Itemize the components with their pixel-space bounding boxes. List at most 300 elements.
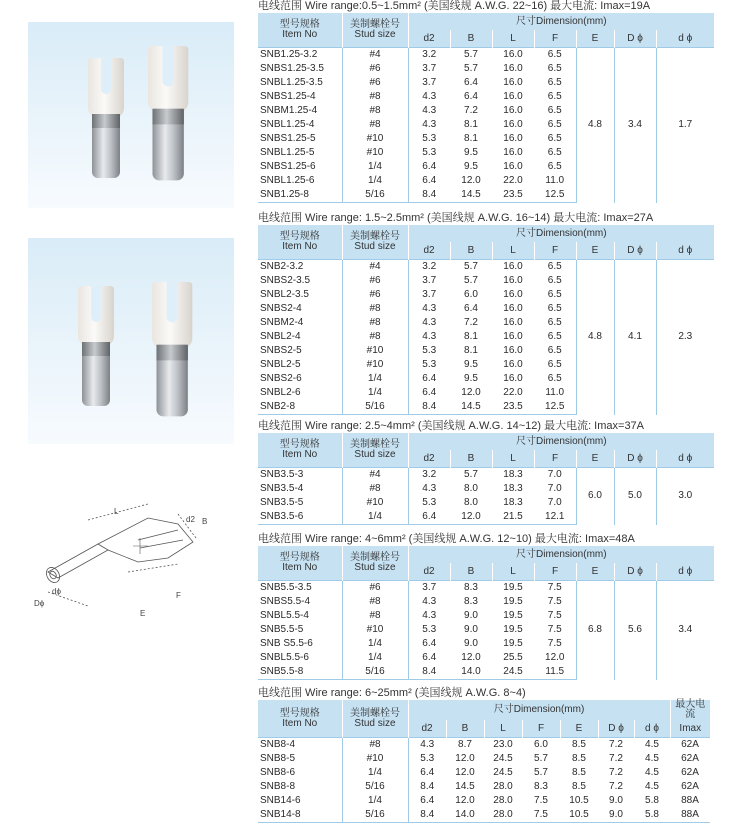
header-l: L: [492, 30, 534, 48]
cell-value: 4.3: [408, 738, 446, 753]
cell-value: 6.4: [408, 174, 450, 188]
header-dimension: 尺寸Dimension(mm): [408, 13, 714, 30]
header-e: E: [576, 30, 614, 48]
header-dimension: 尺寸Dimension(mm): [408, 546, 714, 563]
header-model-cn: 型号规格: [279, 439, 320, 450]
cell-value: 12.0: [461, 175, 481, 186]
header-stud-cn: 美制螺栓号: [350, 707, 400, 719]
stud-size: 5/16: [342, 780, 408, 794]
label-dphi: dϕ: [52, 587, 61, 596]
cell-value: 24.5: [493, 767, 513, 778]
item-no: SNBL5.5-6: [260, 652, 309, 663]
cell-value: 11.0: [545, 387, 565, 398]
header-d2: d2: [408, 242, 450, 260]
cell-value: 25.5: [503, 652, 523, 663]
cell-value: 6.5: [547, 119, 562, 130]
header-f: F: [534, 450, 576, 468]
cell-value: 14.0: [450, 665, 492, 680]
cell-value: 6.4: [408, 637, 450, 651]
cell-value: 18.3: [503, 483, 523, 494]
header-l: L: [484, 720, 522, 738]
cell-value: 6.5: [547, 373, 562, 384]
cell-value: 6.5: [547, 63, 562, 74]
item-no: SNBS1.25-6: [260, 161, 316, 172]
item-no: SNBS2-3.5: [260, 275, 311, 286]
stud-size: 1/4: [342, 174, 408, 188]
stud-size: 1/4: [342, 372, 408, 386]
header-model-en: Item No: [282, 29, 318, 40]
table-row: [258, 581, 714, 596]
item-no: SNB8-5: [260, 753, 296, 764]
cell-value: 5.7: [534, 753, 548, 764]
product-photo-1: [28, 22, 234, 208]
stud-size: #8: [342, 104, 408, 118]
cell-value: 6.5: [547, 289, 562, 300]
header-dimension: 尺寸Dimension(mm): [408, 700, 670, 720]
cell-value: 11.0: [545, 175, 565, 186]
item-no: SNB8-4: [258, 738, 342, 753]
cell-value: 14.5: [450, 400, 492, 415]
item-no: SNBM2-4: [260, 317, 304, 328]
table-row: [258, 752, 710, 766]
stud-size: #8: [342, 302, 408, 316]
cell-value: 9.0: [464, 610, 478, 621]
product-photo-2: [28, 238, 234, 444]
stud-size: #4: [342, 468, 408, 483]
header-stud-cn: 美制螺栓号: [350, 552, 400, 563]
stud-size: 5/16: [342, 665, 408, 680]
header-d2: d2: [408, 450, 450, 468]
section-title: 电线范围 Wire range: 4~6mm² (美国线规 A.W.G. 12~10) 最大电流: Imax=48A: [258, 533, 635, 545]
cell-value: 8.4: [408, 780, 446, 794]
cell-value: 19.5: [503, 610, 523, 621]
header-b: B: [450, 30, 492, 48]
cell-value: 5.7: [450, 48, 492, 63]
stud-size: #6: [342, 62, 408, 76]
header-l: L: [492, 242, 534, 260]
spec-section: [258, 533, 710, 680]
cell-value: 28.0: [493, 781, 513, 792]
table-row: [258, 808, 710, 823]
header-dphi: d ϕ: [656, 450, 714, 468]
cell-value: 16.0: [503, 147, 523, 158]
cell-value: 16.0: [503, 133, 523, 144]
header-stud-en: Stud size: [354, 717, 396, 729]
cell-value: 4.5: [645, 781, 659, 792]
cell-value: 7.2: [464, 317, 478, 328]
header-model-en: Item No: [282, 241, 318, 252]
cell-value: 7.2: [464, 105, 478, 116]
cell-value: 6.4: [408, 510, 450, 525]
spec-section: [258, 212, 710, 415]
stud-size: #6: [342, 581, 408, 596]
cell-value: 12.0: [461, 387, 481, 398]
spec-table: [258, 546, 714, 680]
cell-value: 16.0: [503, 303, 523, 314]
table-row: [258, 468, 714, 483]
dim-dphi-inner: 3.4: [656, 581, 714, 680]
section-title: 电线范围 Wire range: 1.5~2.5mm² (美国线规 A.W.G. 16~14) 最大电流: Imax=27A: [258, 212, 654, 224]
cell-value: 6.5: [547, 275, 562, 286]
cell-value: 7.0: [534, 468, 576, 483]
cell-value: 6.4: [464, 91, 478, 102]
item-no: SNBL5.5-4: [260, 610, 309, 621]
label-Dphi: Dϕ: [34, 599, 45, 608]
cell-value: 6.4: [408, 372, 450, 386]
cell-value: 8.0: [464, 497, 478, 508]
item-no: SNBS5.5-4: [260, 596, 311, 607]
cell-value: 12.0: [461, 652, 481, 663]
cell-value: 6.5: [547, 105, 562, 116]
cell-value: 12.1: [534, 510, 576, 525]
item-no: SNBL2-3.5: [260, 289, 309, 300]
cell-value: 8.5: [572, 753, 586, 764]
header-model-cn: 型号规格: [279, 19, 320, 30]
item-no: SNBS1.25-3.5: [260, 63, 324, 74]
cell-value: 14.5: [455, 781, 475, 792]
stud-size: #10: [342, 496, 408, 510]
cell-value: 6.4: [464, 303, 478, 314]
header-f: F: [534, 242, 576, 260]
header-dphi: D ϕ: [614, 242, 656, 260]
cell-value: 19.5: [503, 638, 523, 649]
cell-value: 7.2: [609, 781, 623, 792]
item-no: SNBS2-6: [260, 373, 302, 384]
spec-section: [258, 420, 710, 525]
cell-value: 7.5: [547, 610, 562, 621]
cell-value: 23.5: [492, 400, 534, 415]
cell-value: 62A: [681, 781, 699, 792]
cell-value: 10.5: [560, 808, 598, 823]
header-dphi: d ϕ: [656, 242, 714, 260]
cell-value: 19.5: [503, 624, 523, 635]
cell-value: 6.4: [408, 651, 450, 665]
header-stud: [342, 700, 408, 738]
item-no: SNB2-3.2: [258, 260, 342, 275]
cell-value: 4.3: [408, 90, 450, 104]
item-no: SNB5.5-5: [260, 624, 304, 635]
label-L: L: [114, 507, 119, 516]
cell-value: 6.5: [547, 133, 562, 144]
cell-value: 16.0: [503, 161, 523, 172]
section-title: 电线范围 Wire range: 2.5~4mm² (美国线规 A.W.G. 14~12) 最大电流: Imax=37A: [258, 420, 645, 432]
cell-value: 7.0: [547, 497, 562, 508]
cell-value: 24.5: [493, 753, 513, 764]
cell-value: 8.1: [464, 133, 478, 144]
label-E: E: [140, 609, 146, 618]
cell-value: 5.3: [408, 623, 450, 637]
cell-value: 8.4: [408, 188, 450, 203]
dim-dphi-outer: 4.1: [614, 260, 656, 415]
dim-dphi-inner: 1.7: [656, 48, 714, 203]
item-no: SNB5.5-8: [258, 665, 342, 680]
header-b: B: [450, 450, 492, 468]
cell-value: 14.5: [450, 188, 492, 203]
dim-e: 6.8: [576, 581, 614, 680]
cell-value: 16.0: [503, 105, 523, 116]
cell-value: 4.5: [645, 767, 659, 778]
cell-value: 16.0: [503, 91, 523, 102]
cell-value: 4.3: [408, 595, 450, 609]
cell-value: 6.4: [408, 794, 446, 808]
header-model: [258, 546, 342, 581]
cell-value: 16.0: [503, 345, 523, 356]
header-model: [258, 13, 342, 48]
item-no: SNBM1.25-4: [260, 105, 318, 116]
item-no: SNB14-6: [260, 795, 301, 806]
stud-size: 5/16: [342, 400, 408, 415]
cell-value: 16.0: [492, 48, 534, 63]
item-no: SNBL1.25-4: [260, 119, 315, 130]
item-no: SNBL2-5: [260, 359, 301, 370]
header-e: E: [576, 563, 614, 581]
cell-value: 3.7: [408, 76, 450, 90]
cell-value: 4.3: [408, 330, 450, 344]
cell-value: 7.2: [609, 767, 623, 778]
cell-value: 7.5: [547, 638, 562, 649]
header-f: F: [522, 720, 560, 738]
section-title: 电线范围 Wire range: 6~25mm² (美国线规 A.W.G. 8~4): [258, 687, 526, 699]
cell-value: 6.5: [547, 331, 562, 342]
header-imax-cn: 最大电流: [670, 700, 710, 720]
cell-value: 3.7: [408, 62, 450, 76]
table-row: [258, 48, 714, 63]
cell-value: 10.5: [569, 795, 589, 806]
item-no: SNBL1.25-5: [260, 147, 315, 158]
cell-value: 7.5: [522, 808, 560, 823]
header-b: B: [446, 720, 484, 738]
stud-size: 5/16: [342, 808, 408, 823]
item-no: SNB8-8: [260, 781, 296, 792]
header-l: L: [492, 450, 534, 468]
cell-value: 14.0: [446, 808, 484, 823]
cell-value: 3.7: [408, 288, 450, 302]
stud-size: #8: [342, 90, 408, 104]
stud-size: #8: [342, 482, 408, 496]
cell-value: 3.2: [408, 48, 450, 63]
item-no: SNB3.5-5: [260, 497, 304, 508]
stud-size: #10: [342, 344, 408, 358]
cell-value: 5.3: [408, 752, 446, 766]
cell-value: 9.0: [609, 795, 623, 806]
cell-value: 8.4: [408, 808, 446, 823]
header-model: [258, 225, 342, 260]
stud-size: #6: [342, 76, 408, 90]
stud-size: #4: [342, 260, 408, 275]
dim-dphi-outer: 3.4: [614, 48, 656, 203]
cell-value: 16.0: [503, 275, 523, 286]
cell-value: 8.4: [408, 400, 450, 415]
header-model-cn: 型号规格: [279, 707, 320, 719]
dim-dphi-outer: 5.6: [614, 581, 656, 680]
cell-value: 62A: [681, 753, 699, 764]
cell-value: 19.5: [503, 596, 523, 607]
cell-value: 8.1: [464, 119, 478, 130]
cell-value: 5.3: [408, 132, 450, 146]
stud-size: 1/4: [342, 510, 408, 525]
cell-value: 8.0: [464, 483, 478, 494]
header-dimension: 尺寸Dimension(mm): [408, 225, 714, 242]
stud-size: 1/4: [342, 160, 408, 174]
item-no: SNBL2-4: [260, 331, 301, 342]
cell-value: 12.0: [545, 652, 565, 663]
cell-value: 4.3: [408, 609, 450, 623]
item-no: SNBL2-6: [260, 387, 301, 398]
header-model-cn: 型号规格: [279, 552, 320, 563]
dim-e: 4.8: [576, 260, 614, 415]
cell-value: 6.5: [547, 147, 562, 158]
header-stud-en: Stud size: [354, 562, 396, 573]
item-no: SNB S5.5-6: [260, 638, 313, 649]
header-dphi: d ϕ: [656, 30, 714, 48]
cell-value: 22.0: [503, 175, 523, 186]
cell-value: 3.7: [408, 581, 450, 596]
cell-value: 12.5: [534, 400, 576, 415]
stud-size: #10: [342, 146, 408, 160]
header-model-cn: 型号规格: [279, 231, 320, 242]
header-imax-en: Imax: [670, 720, 710, 738]
cell-value: 9.5: [464, 147, 478, 158]
item-no: SNB5.5-3.5: [258, 581, 342, 596]
cell-value: 8.5: [560, 738, 598, 753]
header-model: [258, 700, 342, 738]
cell-value: 7.5: [534, 581, 576, 596]
cell-value: 5.3: [408, 344, 450, 358]
cell-value: 9.5: [464, 359, 478, 370]
cell-value: 6.4: [464, 77, 478, 88]
cell-value: 3.7: [408, 274, 450, 288]
header-b: B: [450, 563, 492, 581]
header-f: F: [534, 30, 576, 48]
spec-table: [258, 433, 714, 525]
header-dphi: d ϕ: [656, 563, 714, 581]
cell-value: 6.0: [522, 738, 560, 753]
cell-value: 12.0: [455, 767, 475, 778]
cell-value: 16.0: [503, 63, 523, 74]
item-no: SNB1.25-8: [258, 188, 342, 203]
cell-value: 4.5: [645, 753, 659, 764]
cell-value: 8.1: [464, 331, 478, 342]
table-row: [258, 260, 714, 275]
cell-value: 9.0: [598, 808, 634, 823]
header-dphi: D ϕ: [614, 450, 656, 468]
header-stud-cn: 美制螺栓号: [350, 439, 400, 450]
item-no: SNB3.5-6: [258, 510, 342, 525]
header-d2: d2: [408, 563, 450, 581]
header-dphi: D ϕ: [598, 720, 634, 738]
stud-size: 1/4: [342, 386, 408, 400]
cell-value: 8.5: [572, 781, 586, 792]
cell-value: 7.5: [547, 596, 562, 607]
header-d2: d2: [408, 720, 446, 738]
cell-value: 62A: [681, 767, 699, 778]
cell-value: 88A: [670, 808, 710, 823]
cell-value: 6.5: [547, 303, 562, 314]
cell-value: 9.5: [464, 161, 478, 172]
cell-value: 6.5: [547, 77, 562, 88]
header-model-en: Item No: [282, 449, 318, 460]
cell-value: 16.0: [503, 119, 523, 130]
item-no: SNB2-8: [258, 400, 342, 415]
dim-dphi-inner: 3.0: [656, 468, 714, 525]
cell-value: 6.4: [408, 160, 450, 174]
cell-value: 18.3: [492, 468, 534, 483]
dim-e: 4.8: [576, 48, 614, 203]
cell-value: 5.7: [534, 767, 548, 778]
label-F: F: [176, 591, 181, 600]
header-e: E: [576, 242, 614, 260]
spec-table: [258, 13, 714, 203]
cell-value: 18.3: [503, 497, 523, 508]
cell-value: 12.0: [450, 510, 492, 525]
cell-value: 6.5: [547, 91, 562, 102]
cell-value: 8.3: [450, 581, 492, 596]
stud-size: 1/4: [342, 637, 408, 651]
cell-value: 4.5: [634, 738, 670, 753]
dim-dphi-inner: 2.3: [656, 260, 714, 415]
header-stud-en: Stud size: [354, 29, 396, 40]
cell-value: 8.4: [408, 665, 450, 680]
stud-size: 5/16: [342, 188, 408, 203]
label-B: B: [202, 517, 208, 526]
spec-section: [258, 687, 710, 823]
cell-value: 5.8: [645, 795, 659, 806]
table-row: [258, 766, 710, 780]
stud-size: 1/4: [342, 794, 408, 808]
stud-size: #10: [342, 132, 408, 146]
cell-value: 9.5: [464, 373, 478, 384]
cell-value: 5.3: [408, 146, 450, 160]
cell-value: 3.2: [408, 260, 450, 275]
header-dphi: d ϕ: [634, 720, 670, 738]
stud-size: #10: [342, 752, 408, 766]
cell-value: 6.5: [547, 345, 562, 356]
item-no: SNBS1.25-5: [260, 133, 316, 144]
cell-value: 4.3: [408, 104, 450, 118]
cell-value: 8.1: [464, 345, 478, 356]
cell-value: 5.7: [450, 260, 492, 275]
item-no: SNBS2-4: [260, 303, 302, 314]
dim-e: 6.0: [576, 468, 614, 525]
cell-value: 4.3: [408, 302, 450, 316]
stud-size: 1/4: [342, 651, 408, 665]
header-stud-en: Stud size: [354, 241, 396, 252]
cell-value: 16.0: [492, 260, 534, 275]
item-no: SNB8-6: [260, 767, 296, 778]
spec-table: [258, 700, 710, 823]
header-e: E: [576, 450, 614, 468]
header-b: B: [450, 242, 492, 260]
cell-value: 16.0: [503, 289, 523, 300]
section-title: 电线范围 Wire range:0.5~1.5mm² (美国线规 A.W.G. 22~16) 最大电流: Imax=19A: [258, 0, 651, 12]
cell-value: 7.2: [609, 753, 623, 764]
cell-value: 16.0: [503, 331, 523, 342]
cell-value: 88A: [681, 795, 699, 806]
dimension-drawing: [28, 502, 234, 622]
header-model-en: Item No: [282, 717, 318, 729]
header-model-en: Item No: [282, 562, 318, 573]
cell-value: 6.5: [547, 161, 562, 172]
item-no: SNBL1.25-3.5: [260, 77, 323, 88]
stud-size: #8: [342, 738, 408, 753]
stud-size: #8: [342, 316, 408, 330]
cell-value: 19.5: [492, 581, 534, 596]
item-no: SNB3.5-3: [258, 468, 342, 483]
cell-value: 5.7: [464, 63, 478, 74]
header-stud-en: Stud size: [354, 449, 396, 460]
cell-value: 7.2: [598, 738, 634, 753]
cell-value: 24.5: [492, 665, 534, 680]
